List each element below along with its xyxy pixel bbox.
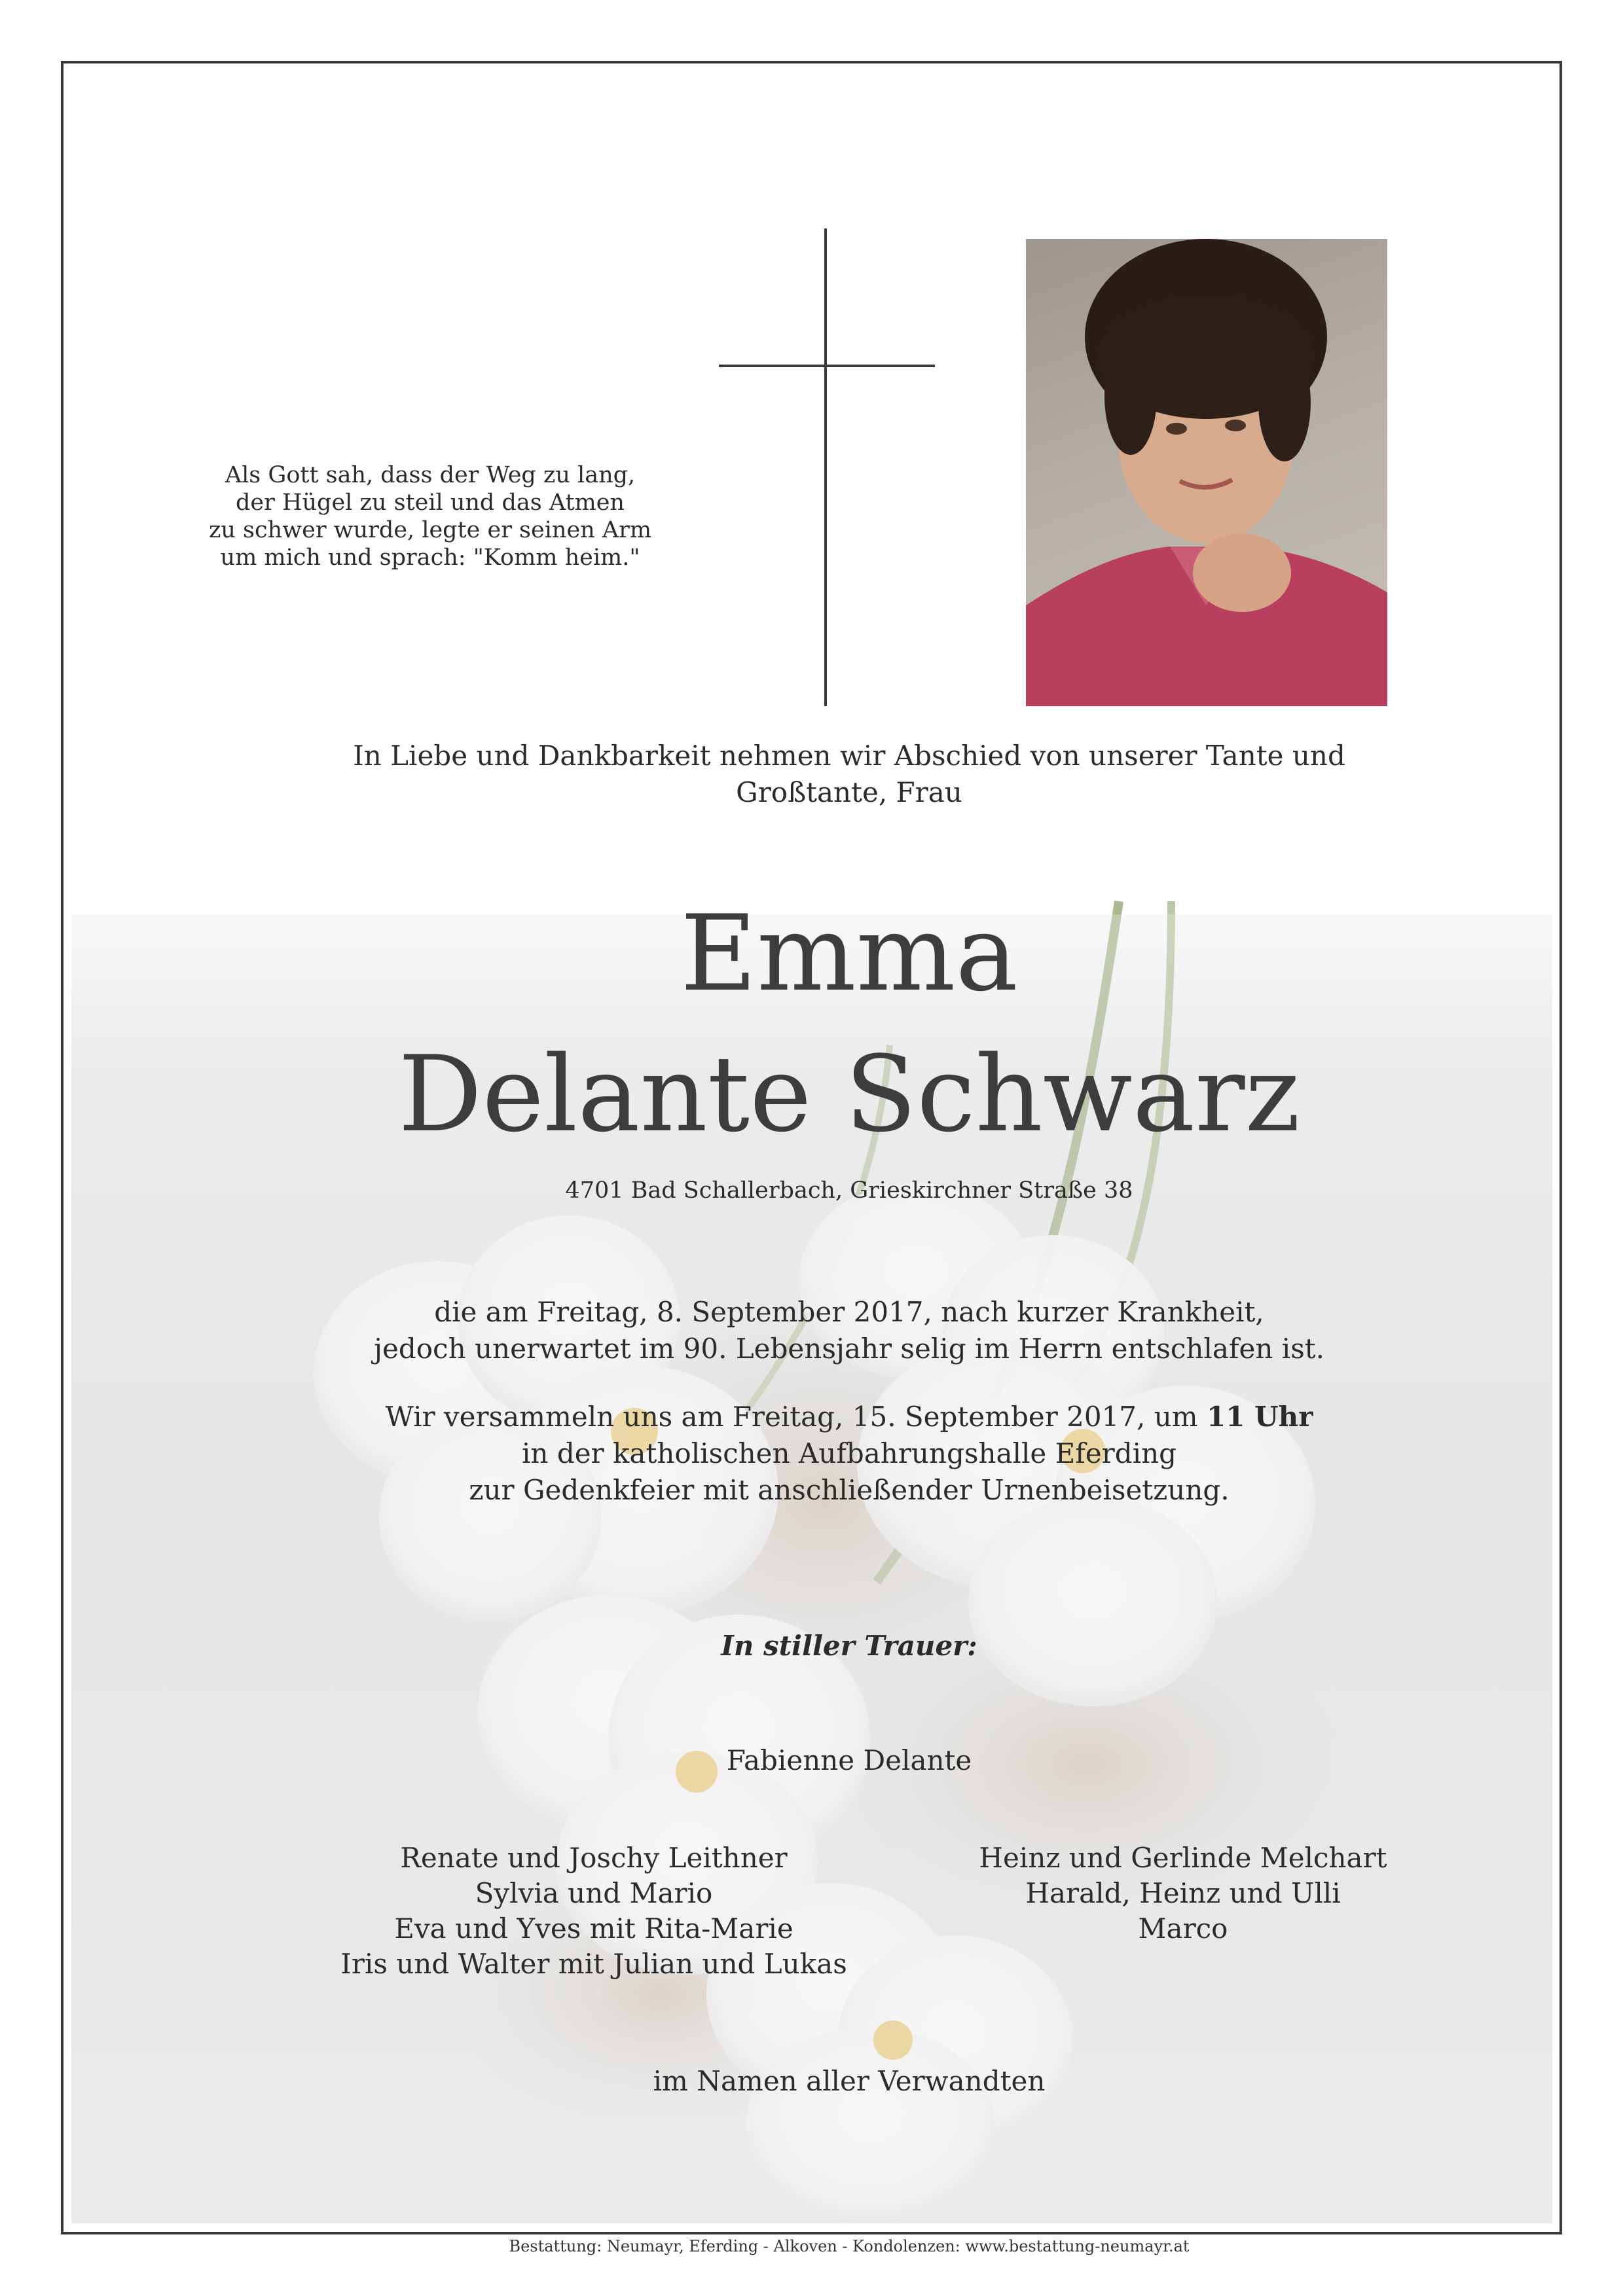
mourner-entry: Iris und Walter mit Julian und Lukas xyxy=(340,1948,847,1980)
ceremony-text xyxy=(129,1399,1569,1509)
mourner-entry: Sylvia und Mario xyxy=(475,1877,713,1909)
mourner-entry: Eva und Yves mit Rita-Marie xyxy=(394,1912,793,1945)
mourner-entry: Harald, Heinz und Ulli xyxy=(1025,1877,1341,1909)
deceased-last-name: Delante Schwarz xyxy=(398,1033,1300,1155)
portrait-illustration xyxy=(1026,239,1387,706)
ceremony-time: 11 Uhr xyxy=(1206,1401,1313,1433)
deceased-first-name: Emma xyxy=(680,892,1018,1014)
mourner-entry: Heinz und Gerlinde Melchart xyxy=(979,1842,1387,1874)
quote-line: Als Gott sah, dass der Weg zu lang, xyxy=(225,462,636,488)
intro-line: Großtante, Frau xyxy=(736,776,962,808)
announcement-line: jedoch unerwartet im 90. Lebensjahr selig im Herrn entschlafen ist. xyxy=(374,1333,1324,1365)
intro-text xyxy=(194,738,1504,811)
quote-line: der Hügel zu steil und das Atmen xyxy=(236,490,625,516)
ceremony-date: Wir versammeln uns am Freitag, 15. September 2017, um xyxy=(385,1401,1207,1433)
mourner-entry: Marco xyxy=(1138,1912,1228,1945)
mourners-left-column xyxy=(325,1840,862,1982)
announcement-line: die am Freitag, 8. September 2017, nach kurzer Krankheit, xyxy=(434,1296,1264,1328)
mourners-right-column xyxy=(915,1840,1451,1946)
quote-line: um mich und sprach: "Komm heim." xyxy=(220,545,640,571)
quote-block xyxy=(194,461,666,571)
ceremony-line xyxy=(129,1399,1569,1435)
cross-icon-bar xyxy=(719,365,935,367)
ceremony-line: in der katholischen Aufbahrungshalle Eferding xyxy=(521,1437,1177,1469)
footer-text: Bestattung: Neumayr, Eferding - Alkoven - Kondolenzen: www.bestattung-neumayr.at xyxy=(509,2237,1190,2255)
ceremony-line: zur Gedenkfeier mit anschließender Urnenbeisetzung. xyxy=(469,1474,1230,1506)
primary-mourner: Fabienne Delante xyxy=(726,1744,972,1776)
announcement-text xyxy=(129,1294,1569,1367)
closing-text: im Namen aller Verwandten xyxy=(653,2065,1046,2097)
mourning-heading: In stiller Trauer: xyxy=(721,1630,977,1662)
obituary-frame xyxy=(61,61,1562,2255)
intro-line: In Liebe und Dankbarkeit nehmen wir Abschied von unserer Tante und xyxy=(353,740,1345,772)
quote-line: zu schwer wurde, legte er seinen Arm xyxy=(208,517,652,543)
mourner-entry: Renate und Joschy Leithner xyxy=(400,1842,788,1874)
deceased-address: 4701 Bad Schallerbach, Grieskirchner Straße 38 xyxy=(565,1177,1133,1204)
portrait-photo xyxy=(1026,239,1387,706)
cross-icon xyxy=(824,228,827,706)
